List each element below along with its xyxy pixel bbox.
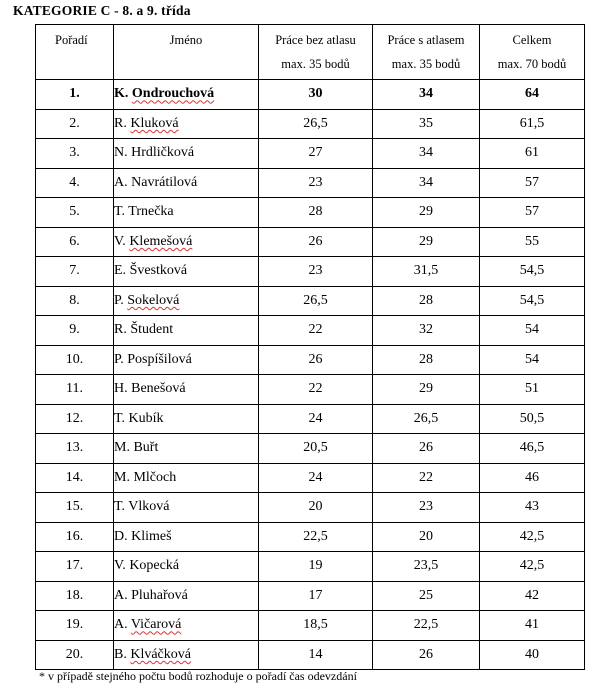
rank-cell: 6. xyxy=(36,227,114,257)
total-cell: 40 xyxy=(480,640,585,670)
initial: V. xyxy=(114,233,126,249)
header-rank-label: Pořadí xyxy=(55,33,88,47)
name-cell xyxy=(114,434,259,464)
header-with-atlas xyxy=(373,25,480,80)
surname: Pospíšilová xyxy=(127,351,192,367)
total-cell: 42,5 xyxy=(480,552,585,582)
rank-cell: 9. xyxy=(36,316,114,346)
without-atlas-cell: 26,5 xyxy=(259,286,373,316)
rank-cell: 19. xyxy=(36,611,114,641)
table-row xyxy=(36,493,585,523)
with-atlas-cell: 34 xyxy=(373,168,480,198)
surname: Kluková xyxy=(130,115,179,131)
surname: Trnečka xyxy=(128,204,174,220)
table-row xyxy=(36,286,585,316)
initial: A. xyxy=(114,174,128,190)
table-row xyxy=(36,345,585,375)
total-cell: 54 xyxy=(480,345,585,375)
surname: Hrdličková xyxy=(131,145,195,161)
rank-cell: 13. xyxy=(36,434,114,464)
without-atlas-cell: 28 xyxy=(259,198,373,228)
footnote: * v případě stejného počtu bodů rozhoduje o pořadí čas odevzdání xyxy=(39,669,357,683)
total-cell: 42 xyxy=(480,581,585,611)
rank-cell: 16. xyxy=(36,522,114,552)
with-atlas-cell: 23 xyxy=(373,493,480,523)
with-atlas-cell: 31,5 xyxy=(373,257,480,287)
without-atlas-cell: 20,5 xyxy=(259,434,373,464)
without-atlas-cell: 19 xyxy=(259,552,373,582)
name-cell xyxy=(114,493,259,523)
total-cell: 57 xyxy=(480,168,585,198)
with-atlas-cell: 25 xyxy=(373,581,480,611)
table-row xyxy=(36,227,585,257)
rank-cell: 1. xyxy=(36,80,114,110)
rank-cell: 20. xyxy=(36,640,114,670)
surname: Mlčoch xyxy=(133,469,177,485)
without-atlas-cell: 18,5 xyxy=(259,611,373,641)
name-cell xyxy=(114,611,259,641)
without-atlas-cell: 26 xyxy=(259,227,373,257)
with-atlas-cell: 26 xyxy=(373,434,480,464)
surname: Klimeš xyxy=(131,528,172,544)
total-cell: 61,5 xyxy=(480,109,585,139)
name-cell xyxy=(114,375,259,405)
total-cell: 51 xyxy=(480,375,585,405)
without-atlas-cell: 30 xyxy=(259,80,373,110)
surname: Vlková xyxy=(128,499,170,515)
without-atlas-cell: 24 xyxy=(259,463,373,493)
table-row xyxy=(36,581,585,611)
name-cell xyxy=(114,286,259,316)
initial: A. xyxy=(114,587,128,603)
name-cell xyxy=(114,522,259,552)
rank-cell: 10. xyxy=(36,345,114,375)
surname: Buřt xyxy=(133,440,159,456)
rank-cell: 8. xyxy=(36,286,114,316)
total-cell: 43 xyxy=(480,493,585,523)
rank-cell: 5. xyxy=(36,198,114,228)
name-cell xyxy=(114,109,259,139)
with-atlas-cell: 28 xyxy=(373,345,480,375)
surname: Kubík xyxy=(128,410,164,426)
table-row xyxy=(36,375,585,405)
initial: M. xyxy=(114,469,130,485)
with-atlas-cell: 22,5 xyxy=(373,611,480,641)
total-cell: 54 xyxy=(480,316,585,346)
table-row xyxy=(36,640,585,670)
rank-cell: 18. xyxy=(36,581,114,611)
header-with-atlas-line1: Práce s atlasem xyxy=(387,33,465,47)
name-cell xyxy=(114,168,259,198)
table-row xyxy=(36,80,585,110)
header-total-line1: Celkem xyxy=(512,33,552,47)
total-cell: 54,5 xyxy=(480,257,585,287)
surname: Klemešová xyxy=(129,233,193,249)
name-cell xyxy=(114,198,259,228)
name-cell xyxy=(114,139,259,169)
initial: P. xyxy=(114,292,124,308)
table-row xyxy=(36,552,585,582)
rank-cell: 12. xyxy=(36,404,114,434)
without-atlas-cell: 22 xyxy=(259,316,373,346)
initial: T. xyxy=(114,204,126,220)
rank-cell: 17. xyxy=(36,552,114,582)
table-row xyxy=(36,404,585,434)
total-cell: 46,5 xyxy=(480,434,585,464)
without-atlas-cell: 17 xyxy=(259,581,373,611)
initial: N. xyxy=(114,145,128,161)
header-name xyxy=(114,25,259,80)
name-cell xyxy=(114,463,259,493)
without-atlas-cell: 26,5 xyxy=(259,109,373,139)
name-cell xyxy=(114,316,259,346)
rank-cell: 15. xyxy=(36,493,114,523)
total-cell: 55 xyxy=(480,227,585,257)
with-atlas-cell: 22 xyxy=(373,463,480,493)
without-atlas-cell: 26 xyxy=(259,345,373,375)
with-atlas-cell: 29 xyxy=(373,227,480,257)
header-without-atlas-line1: Práce bez atlasu xyxy=(275,33,356,47)
name-cell xyxy=(114,80,259,110)
results-table xyxy=(35,24,585,670)
total-cell: 41 xyxy=(480,611,585,641)
with-atlas-cell: 35 xyxy=(373,109,480,139)
without-atlas-cell: 22,5 xyxy=(259,522,373,552)
surname: Benešová xyxy=(131,381,186,397)
with-atlas-cell: 29 xyxy=(373,375,480,405)
initial: R. xyxy=(114,115,127,131)
name-cell xyxy=(114,581,259,611)
initial: K. xyxy=(114,86,129,102)
with-atlas-cell: 28 xyxy=(373,286,480,316)
surname: Navrátilová xyxy=(131,174,198,190)
header-total-line2: max. 70 bodů xyxy=(497,57,567,71)
surname: Sokelová xyxy=(127,292,180,308)
initial: T. xyxy=(114,499,126,515)
initial: P. xyxy=(114,351,124,367)
table-row xyxy=(36,522,585,552)
initial: B. xyxy=(114,646,127,662)
name-cell xyxy=(114,552,259,582)
with-atlas-cell: 34 xyxy=(373,139,480,169)
initial: R. xyxy=(114,322,127,338)
with-atlas-cell: 20 xyxy=(373,522,480,552)
surname: Švestková xyxy=(129,263,188,279)
initial: M. xyxy=(114,440,130,456)
table-row xyxy=(36,168,585,198)
table-row xyxy=(36,463,585,493)
surname: Pluhařová xyxy=(131,587,188,603)
rank-cell: 11. xyxy=(36,375,114,405)
with-atlas-cell: 32 xyxy=(373,316,480,346)
table-row xyxy=(36,139,585,169)
without-atlas-cell: 23 xyxy=(259,257,373,287)
table-row xyxy=(36,257,585,287)
total-cell: 61 xyxy=(480,139,585,169)
without-atlas-cell: 27 xyxy=(259,139,373,169)
rank-cell: 7. xyxy=(36,257,114,287)
total-cell: 46 xyxy=(480,463,585,493)
total-cell: 57 xyxy=(480,198,585,228)
with-atlas-cell: 29 xyxy=(373,198,480,228)
surname: Kopecká xyxy=(129,558,180,574)
without-atlas-cell: 20 xyxy=(259,493,373,523)
name-cell xyxy=(114,404,259,434)
table-body xyxy=(36,80,585,670)
total-cell: 42,5 xyxy=(480,522,585,552)
header-name-label: Jméno xyxy=(169,33,203,47)
initial: V. xyxy=(114,558,126,574)
page-title: KATEGORIE C - 8. a 9. třída xyxy=(13,3,191,18)
with-atlas-cell: 23,5 xyxy=(373,552,480,582)
rank-cell: 14. xyxy=(36,463,114,493)
initial: A. xyxy=(114,617,128,633)
surname: Klváčková xyxy=(130,646,191,662)
without-atlas-cell: 14 xyxy=(259,640,373,670)
header-without-atlas xyxy=(259,25,373,80)
table-row xyxy=(36,434,585,464)
without-atlas-cell: 23 xyxy=(259,168,373,198)
name-cell xyxy=(114,257,259,287)
rank-cell: 3. xyxy=(36,139,114,169)
table-row xyxy=(36,316,585,346)
name-cell xyxy=(114,345,259,375)
table-row xyxy=(36,109,585,139)
without-atlas-cell: 22 xyxy=(259,375,373,405)
surname: Vičarová xyxy=(130,617,182,633)
total-cell: 50,5 xyxy=(480,404,585,434)
surname: Študent xyxy=(130,322,174,338)
table-header-row xyxy=(36,25,585,80)
surname: Ondrouchová xyxy=(131,86,215,102)
table-row xyxy=(36,198,585,228)
with-atlas-cell: 26 xyxy=(373,640,480,670)
initial: E. xyxy=(114,263,127,279)
header-without-atlas-line2: max. 35 bodů xyxy=(281,57,350,71)
header-total xyxy=(480,25,585,80)
initial: T. xyxy=(114,410,126,426)
initial: H. xyxy=(114,381,128,397)
table-row xyxy=(36,611,585,641)
name-cell xyxy=(114,640,259,670)
without-atlas-cell: 24 xyxy=(259,404,373,434)
total-cell: 54,5 xyxy=(480,286,585,316)
rank-cell: 4. xyxy=(36,168,114,198)
initial: D. xyxy=(114,528,128,544)
total-cell: 64 xyxy=(480,80,585,110)
header-rank xyxy=(36,25,114,80)
name-cell xyxy=(114,227,259,257)
rank-cell: 2. xyxy=(36,109,114,139)
header-with-atlas-line2: max. 35 bodů xyxy=(391,57,461,71)
with-atlas-cell: 34 xyxy=(373,80,480,110)
with-atlas-cell: 26,5 xyxy=(373,404,480,434)
